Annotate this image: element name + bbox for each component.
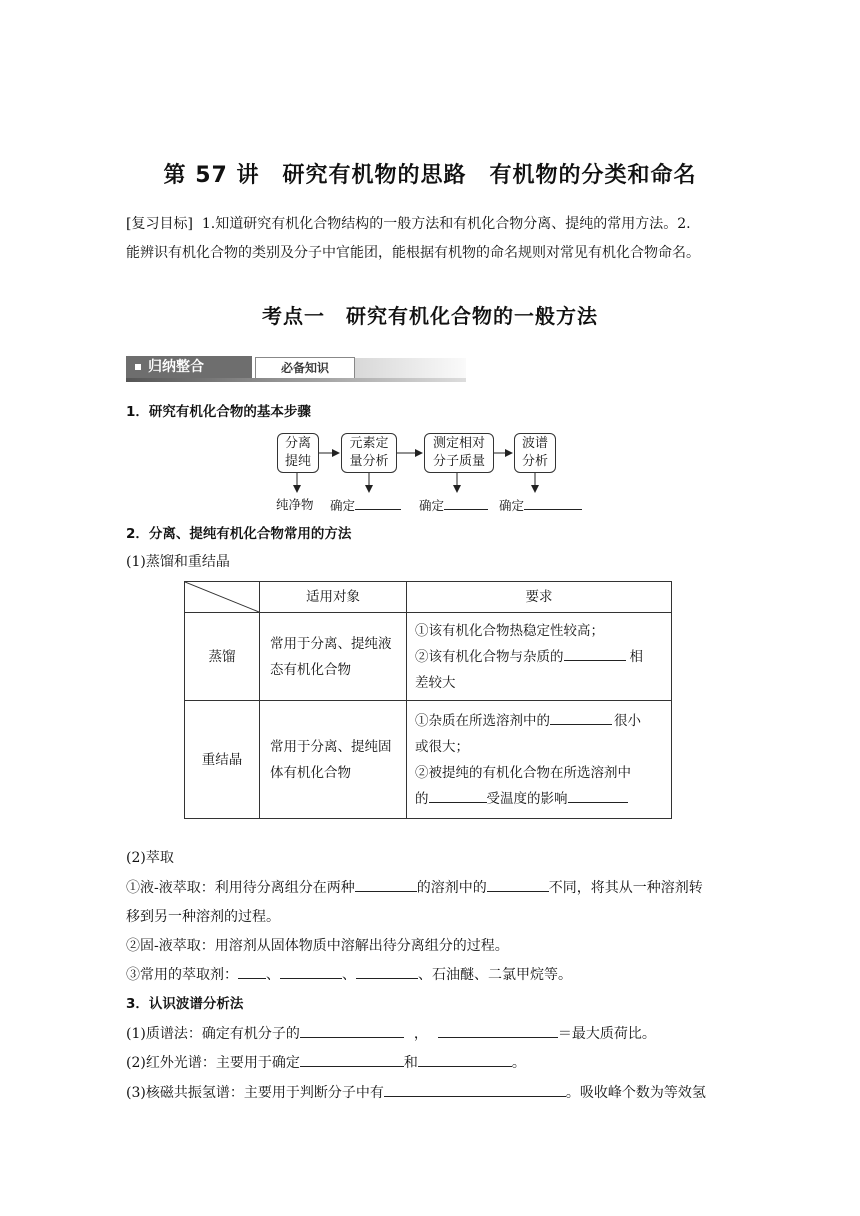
table-row bbox=[185, 613, 672, 701]
table-corner bbox=[185, 582, 260, 613]
row-target-distill: 常用于分离、提纯液 态有机化合物 bbox=[260, 613, 407, 701]
table-header-requirement: 要求 bbox=[407, 582, 672, 613]
table-row bbox=[185, 701, 672, 819]
row-name-distill: 蒸馏 bbox=[185, 613, 260, 701]
heading-step1: 1．研究有机化合物的基本步骤 bbox=[126, 404, 311, 420]
extract-liquid: ①液-液萃取：利用待分离组分在两种 的溶剂中的 不同，将其从一种溶剂转 bbox=[126, 875, 703, 901]
flow-output-2: 确定 bbox=[419, 495, 488, 514]
flow-box-molar-mass: 测定相对 分子质量 bbox=[424, 433, 494, 473]
flow-output-1: 确定 bbox=[330, 495, 401, 514]
review-goal-line2: 能辨识有机化合物的类别及分子中官能团，能根据有机物的命名规则对常见有机化合物命名。 bbox=[126, 245, 700, 261]
banner-label-dark: 归纳整合 bbox=[126, 356, 252, 378]
row-name-recrystal: 重结晶 bbox=[185, 701, 260, 819]
banner-label-light: 必备知识 bbox=[255, 357, 355, 379]
nmr-line: (3)核磁共振氢谱：主要用于判断分子中有 。吸收峰个数为等效氢 bbox=[126, 1080, 706, 1106]
row-target-recrystal: 常用于分离、提纯固 体有机化合物 bbox=[260, 701, 407, 819]
review-goal-text1: 1.知道研究有机化合物结构的一般方法和有机化合物分离、提纯的常用方法。2. bbox=[201, 216, 691, 232]
row-req-distill: ①该有机化合物热稳定性较高； ②该有机化合物与杂质的 相 差较大 bbox=[407, 613, 672, 701]
flow-box-separate: 分离 提纯 bbox=[277, 433, 319, 473]
ir-line: (2)红外光谱：主要用于确定 和 。 bbox=[126, 1050, 526, 1076]
flow-output-3: 确定 bbox=[499, 495, 582, 514]
flow-output-pure: 纯净物 bbox=[276, 497, 314, 512]
section-title: 考点一 研究有机化合物的一般方法 bbox=[262, 304, 598, 328]
heading-step2: 2．分离、提纯有机化合物常用的方法 bbox=[126, 526, 352, 542]
flow-box-spectra: 波谱 分析 bbox=[514, 433, 556, 473]
extract-liquid-cont: 移到另一种溶剂的过程。 bbox=[126, 909, 280, 925]
page-title: 第 57 讲 研究有机物的思路 有机物的分类和命名 bbox=[163, 163, 697, 188]
table-header-target: 适用对象 bbox=[260, 582, 407, 613]
row-req-recrystal: ①杂质在所选溶剂中的 很小 或很大； ②被提纯的有机化合物在所选溶剂中 的 受温度的影响 bbox=[407, 701, 672, 819]
extract-solvents: ③常用的萃取剂： 、 、 、石油醚、二氯甲烷等。 bbox=[126, 962, 572, 988]
extract-solid: ②固-液萃取：用溶剂从固体物质中溶解出待分离组分的过程。 bbox=[126, 938, 509, 954]
heading-step3: 3．认识波谱分析法 bbox=[126, 996, 244, 1012]
separation-table bbox=[184, 581, 672, 819]
sub-extract: (2)萃取 bbox=[126, 850, 174, 866]
flow-box-element-analysis: 元素定 量分析 bbox=[341, 433, 397, 473]
sub-distill: (1)蒸馏和重结晶 bbox=[126, 554, 230, 570]
mass-spec-line: (1)质谱法：确定有机分子的 ， ＝最大质荷比。 bbox=[126, 1021, 656, 1047]
review-goal-label: [复习目标] bbox=[126, 216, 193, 232]
